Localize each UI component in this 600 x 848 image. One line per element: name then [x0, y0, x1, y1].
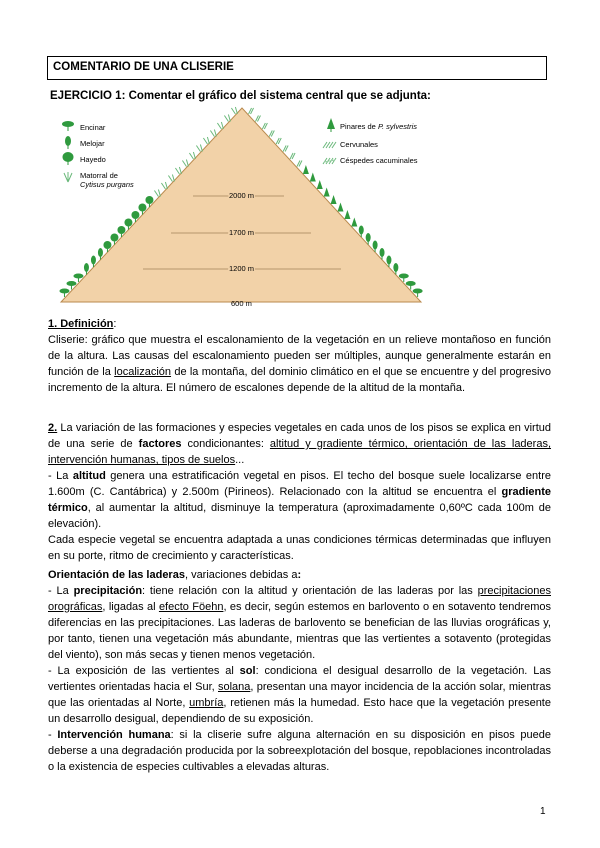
- precip-text-3: , es decir, según estemos en barlovento o en sotavento tendremos diferencias en las precipitaciones. Las laderas de barlovento se benefician de las lluvias orográficas y, por tanto, tienen una vegetación más abundante, mientras que las vertientes a sotavento (protegidas del viento), son más secas y tienen menos vegetación.: [48, 601, 551, 661]
- legend-right: [323, 118, 418, 165]
- precip-underlined-1: precipitaciones orográficas: [48, 585, 551, 613]
- vegetation-symbol: [231, 107, 237, 114]
- legend-pinares: Pinares de P. sylvestris: [340, 122, 417, 131]
- vegetation-symbol: [297, 161, 302, 167]
- vegetation-symbol: [331, 195, 337, 204]
- vegetation-symbol: [189, 152, 195, 159]
- altitude-prefix: - La: [48, 470, 73, 482]
- vegetation-symbol: [175, 167, 181, 174]
- human-prefix: -: [48, 729, 58, 741]
- legend-left: [62, 121, 134, 189]
- vegetation-symbol: [262, 123, 267, 129]
- vegetation-symbol: [303, 165, 309, 174]
- legend-cespedes: Céspedes cacuminales: [340, 156, 418, 165]
- precip-underlined-2: efecto Föehn: [158, 601, 224, 613]
- hayedo-icon: [63, 152, 74, 165]
- exercise-title: EJERCICIO 1: Comentar el gráfico del sistema central que se adjunta:: [50, 90, 431, 102]
- vegetation-symbol: [290, 153, 295, 159]
- page-number: 1: [540, 806, 546, 817]
- human-text-1: : si la cliserie sufre alguna alternación en su disposición en pisos puede deberse a una degradación producida por la sobreexplotación del bosque, repoblaciones incontroladas o la existencia de especies cultivables a elevadas alturas.: [48, 729, 551, 773]
- sun-text-2: , presentan una mayor incidencia de la acción solar, mientras que las orientadas al Norte,: [48, 681, 552, 709]
- altitude-text-2: , al aumentar la altitud, disminuye la temperatura (aproximadamente 0,60ºC cada 100m de elevación).: [48, 502, 551, 530]
- melojar-icon: [65, 136, 71, 149]
- vegetation-symbol: [182, 160, 188, 167]
- orientation-heading-colon: :: [297, 569, 302, 581]
- vegetation-symbol: [344, 210, 350, 219]
- altitude-label-600: 600 m: [231, 299, 252, 308]
- legend-hayedo: Hayedo: [80, 155, 106, 164]
- sun-prefix: - La exposición de las vertientes al: [48, 665, 240, 677]
- vegetation-symbol: [249, 108, 254, 114]
- orientation-heading-rest: , variaciones debidas a: [184, 569, 298, 581]
- cespedes-icon: [323, 158, 336, 164]
- legend-matorral-1: Matorral de: [80, 171, 118, 180]
- sun-paragraph: [48, 663, 551, 727]
- vegetation-symbol: [324, 188, 330, 197]
- precip-bold: precipitación: [73, 585, 143, 597]
- section-definition: [48, 316, 551, 396]
- human-bold: Intervención humana: [57, 729, 171, 741]
- legend-melojar: Melojar: [80, 139, 105, 148]
- vegetation-symbol: [310, 173, 316, 182]
- altitude-label-2000: 2000 m: [229, 191, 255, 200]
- vegetation-symbol: [337, 203, 343, 212]
- orientation-heading: [48, 567, 551, 583]
- precip-text-1: : tiene relación con la altitud y orientación de las laderas por las: [142, 585, 478, 597]
- definition-text-2: de la montaña, del dominio climático en el que se encuentre y del progresivo incremento de la altura. El número de escalones depende de la altitud de la montaña.: [48, 366, 552, 394]
- vegetation-symbol: [283, 146, 288, 152]
- factors-list: altitud y gradiente térmico, orientación de las laderas, intervención humanas, tipos de suelos: [48, 438, 552, 466]
- sun-underlined-1: solana: [218, 681, 251, 693]
- legend-encinar: Encinar: [80, 123, 106, 132]
- sun-text-3: , retienen más la humedad. Esto hace que la vegetación presente un desarrollo desigual, dependiendo de su exposición.: [48, 697, 551, 725]
- pinares-icon: [327, 118, 335, 132]
- vegetation-symbol: [161, 182, 167, 189]
- sun-underlined-2: umbría: [189, 697, 224, 709]
- altitude-label-1200: 1200 m: [229, 264, 255, 273]
- vegetation-symbol: [276, 138, 281, 144]
- orientation-heading-bold: Orientación de las laderas: [48, 569, 185, 581]
- precipitation-paragraph: [48, 583, 551, 663]
- precip-text-2: , ligadas al: [102, 601, 159, 613]
- legend-cervunales: Cervunales: [340, 140, 378, 149]
- definition-text-1: Cliserie: gráfico que muestra el escalonamiento de la vegetación en un relieve montañoso en función de la altura. Las causas del escalonamiento pueden ser múltiples, aunque generalmente estarán en función de la: [48, 334, 551, 378]
- definition-paragraph: [48, 316, 551, 396]
- factors-bold: factores: [138, 438, 182, 450]
- altitude-text-1: genera una estratificación vegetal en pisos. El techo del bosque suele localizarse entre 1.600m (C. Cantábrica) y 2.500m (Pirineos). Relacionado con la altitud se encuentra el: [48, 470, 551, 498]
- vegetation-symbol: [154, 190, 160, 197]
- adaptation-paragraph: Cada especie vegetal se encuentra adaptada a unas condiciones térmicas determinadas que influyen en su porte, ritmo de crecimiento y características.: [48, 534, 551, 562]
- vegetation-symbol: [203, 137, 209, 144]
- vegetation-symbol: [217, 122, 223, 129]
- sun-bold: sol: [239, 665, 256, 677]
- section-orientation: [48, 567, 551, 775]
- factors-text-2: condicionantes:: [181, 438, 270, 450]
- vegetation-symbol: [255, 116, 260, 122]
- definition-colon: :: [113, 318, 117, 330]
- precip-prefix: - La: [48, 585, 74, 597]
- factors-paragraph: [48, 420, 551, 468]
- vegetation-symbol: [168, 175, 174, 182]
- vegetation-symbol: [269, 131, 274, 137]
- factors-text-1: La variación de las formaciones y especies vegetales en cada unos de los pisos se explica en virtud de una serie de: [48, 422, 551, 450]
- matorral-icon: [64, 172, 72, 182]
- page-title-box: [47, 56, 547, 80]
- cervunales-icon: [323, 142, 336, 148]
- legend-matorral-2: Cytisus purgans: [80, 180, 134, 189]
- sun-text-1: : condiciona el desigual desarrollo de la vegetación. Las vertientes orientadas hacia el Sur,: [48, 665, 551, 693]
- encinar-icon: [62, 121, 74, 131]
- factors-number: 2.: [48, 422, 58, 434]
- definition-heading: 1. Definición: [48, 318, 114, 330]
- cliserie-diagram: [56, 102, 556, 314]
- altitude-label-1700: 1700 m: [229, 228, 255, 237]
- vegetation-symbol: [351, 218, 357, 227]
- gradient-bold: gradiente térmico: [48, 486, 551, 514]
- vegetation-symbol: [224, 115, 230, 122]
- vegetation-symbol: [210, 130, 216, 137]
- page-title: COMENTARIO DE UNA CLISERIE: [53, 61, 234, 73]
- section-factors: [48, 420, 551, 564]
- vegetation-symbol: [317, 180, 323, 189]
- vegetation-symbol: [196, 145, 202, 152]
- definition-underlined: localización: [114, 366, 172, 378]
- factors-ellipsis: ...: [235, 454, 245, 466]
- altitude-paragraph: [48, 468, 551, 532]
- altitude-bold: altitud: [72, 470, 106, 482]
- human-paragraph: [48, 727, 551, 775]
